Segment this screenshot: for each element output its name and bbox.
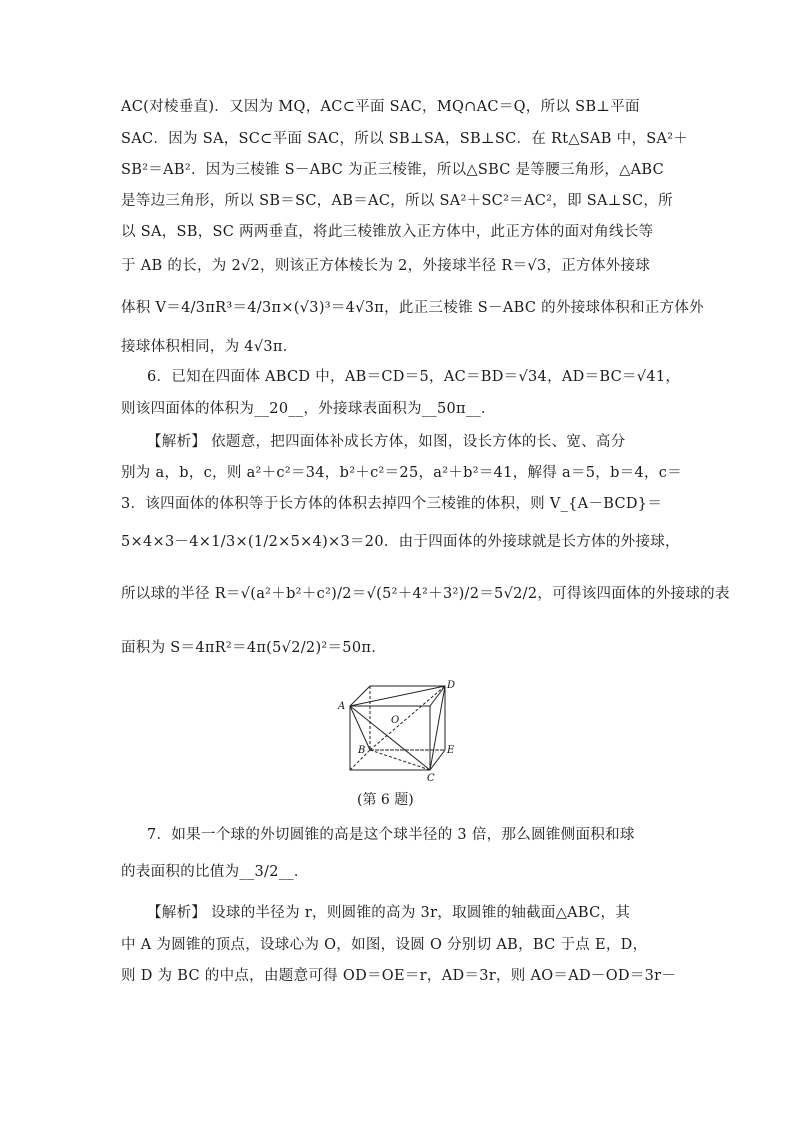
figure-label: B bbox=[358, 745, 366, 756]
analysis-6-line: 【解析】 依题意，把四面体补成长方体，如图，设长方体的长、宽、高分 bbox=[147, 434, 626, 450]
figure-label: C bbox=[427, 773, 435, 783]
text-line: 是等边三角形，所以 SB＝SC，AB＝AC，所以 SA²＋SC²＝AC²，即 SA⊥SC，所 bbox=[121, 193, 673, 209]
figure-label: A bbox=[338, 701, 346, 712]
text-line: 接球体积相同，为 4√3π． bbox=[121, 339, 298, 355]
text-line: 中 A 为圆锥的顶点，设球心为 O，如图，设圆 O 分别切 AB，BC 于点 E，D， bbox=[121, 937, 648, 953]
text-line: 则 D 为 BC 的中点，由题意可得 OD＝OE＝r，AD＝3r，则 AO＝AD－OD＝3r－ bbox=[121, 968, 677, 984]
figure-caption: (第 6 题) bbox=[357, 792, 414, 808]
text-line: 于 AB 的长，为 2√2，则该正方体棱长为 2，外接球半径 R＝√3，正方体外接球 bbox=[121, 258, 651, 274]
analysis-7-line: 【解析】 设球的半径为 r，则圆锥的高为 3r，取圆锥的轴截面△ABC，其 bbox=[147, 905, 631, 921]
figure-label: O bbox=[391, 715, 400, 726]
question-7-stem: 7．如果一个球的外切圆锥的高是这个球半径的 3 倍，那么圆锥侧面积和球 bbox=[147, 827, 635, 843]
text-line: 体积 V＝4/3πR³＝4/3π×(√3)³＝4√3π，此正三棱锥 S－ABC 的外接球体积和正方体外 bbox=[121, 300, 704, 316]
text-line: 面积为 S＝4πR²＝4π(5√2/2)²＝50π． bbox=[121, 640, 386, 656]
text-line: 5×4×3－4×1/3×(1/2×5×4)×3＝20．由于四面体的外接球就是长方体的外接球， bbox=[121, 534, 680, 550]
question-6-stem: 6．已知在四面体 ABCD 中，AB＝CD＝5，AC＝BD＝√34，AD＝BC＝√41， bbox=[147, 369, 681, 385]
text-line: 3．该四面体的体积等于长方体的体积去掉四个三棱锥的体积，则 V_{A－BCD}＝ bbox=[121, 496, 663, 512]
text-line: 所以球的半径 R＝√(a²＋b²＋c²)/2＝√(5²＋4²＋3²)/2＝5√2/2，可得该四面体的外接球的表 bbox=[121, 586, 730, 602]
figure-label: D bbox=[447, 680, 456, 691]
text-line: 别为 a，b，c，则 a²＋c²＝34，b²＋c²＝25，a²＋b²＝41，解得 a＝5，b＝4，c＝ bbox=[121, 465, 682, 481]
text-line: SAC．因为 SA，SC⊂平面 SAC，所以 SB⊥SA，SB⊥SC．在 Rt△SAB 中，SA²＋ bbox=[121, 131, 689, 147]
figure-label: E bbox=[447, 745, 455, 756]
question-6-answer-line: 则该四面体的体积为__20__，外接球表面积为__50π__． bbox=[121, 401, 496, 417]
cuboid-figure bbox=[333, 673, 463, 783]
question-7-answer-line: 的表面积的比值为__3/2__． bbox=[121, 864, 309, 880]
text-line: 以 SA，SB，SC 两两垂直，将此三棱锥放入正方体中，此正方体的面对角线长等 bbox=[121, 224, 654, 240]
text-line: SB²＝AB²．因为三棱锥 S－ABC 为正三棱锥，所以△SBC 是等腰三角形，△ABC bbox=[121, 162, 665, 178]
text-line: AC(对棱垂直)．又因为 MQ，AC⊂平面 SAC，MQ∩AC＝Q，所以 SB⊥平面 bbox=[121, 99, 640, 115]
